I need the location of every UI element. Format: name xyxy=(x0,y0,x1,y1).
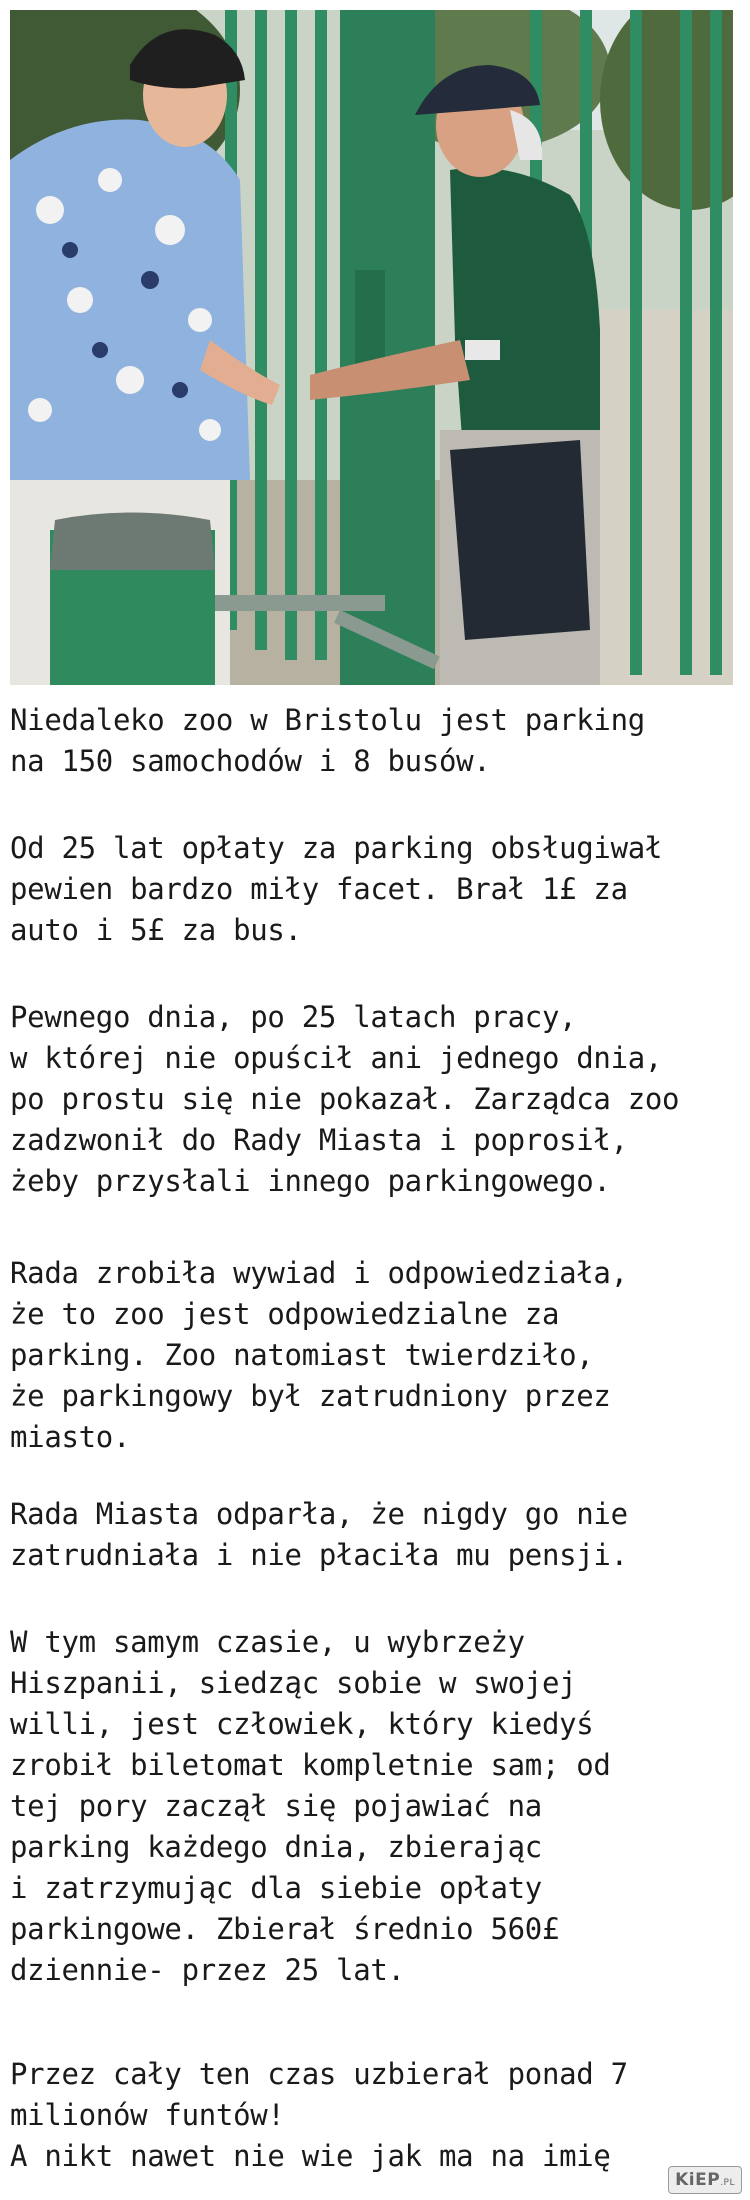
paragraph-2: Od 25 lat opłaty za parking obsługiwał pewien bardzo miły facet. Brał 1£ za auto i 5£ za bus. xyxy=(10,831,663,947)
photo-illustration xyxy=(10,10,733,685)
paragraph-1: Niedaleko zoo w Bristolu jest parking na 150 samochodów i 8 busów. xyxy=(10,703,645,778)
watermark-suffix: .PL xyxy=(720,2178,735,2188)
paragraph-5: Rada Miasta odparła, że nigdy go nie zatrudniała i nie płaciła mu pensji. xyxy=(10,1497,628,1572)
paragraph-3: Pewnego dnia, po 25 latach pracy, w której nie opuścił ani jednego dnia, po prostu się nie pokazał. Zarządca zoo zadzwonił do Rady Miasta i poprosił, żeby przysłali innego parkingowego. xyxy=(10,1000,680,1198)
paragraph-7: Przez cały ten czas uzbierał ponad 7 milionów funtów! A nikt nawet nie wie jak ma na imię xyxy=(10,2057,628,2173)
paragraph-6: W tym samym czasie, u wybrzeży Hiszpanii, siedząc sobie w swojej willi, jest człowiek, który kiedyś zrobił biletomat kompletnie sam; od tej pory zaczął się pojawiać na parking każdego dnia, zbierając i zatrzymując dla siebie opłaty parkingowe. Zbierał średnio 560£ dziennie- przez 25 lat. xyxy=(10,1625,611,1987)
watermark-text: KiEP xyxy=(675,2170,721,2190)
article-photo xyxy=(10,10,733,685)
site-watermark-logo xyxy=(668,2166,742,2194)
paragraph-4: Rada zrobiła wywiad i odpowiedziała, że to zoo jest odpowiedzialne za parking. Zoo natomiast twierdziło, że parkingowy był zatrudniony przez miasto. xyxy=(10,1256,628,1454)
